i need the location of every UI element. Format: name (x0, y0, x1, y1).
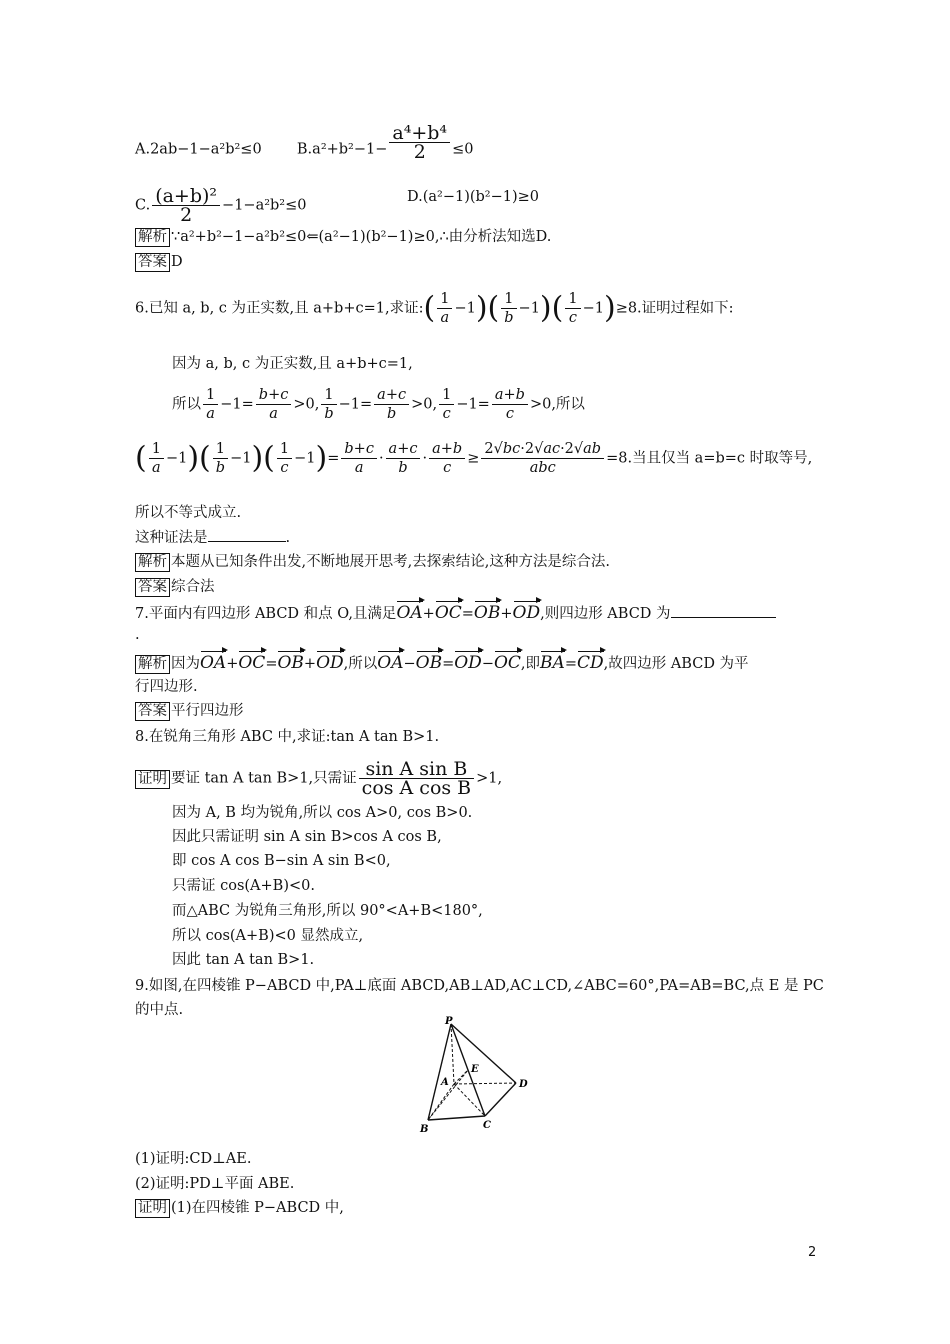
figure-label-d: D (519, 1079, 528, 1090)
option-b-prefix: B.a²+b²−1− (296, 141, 388, 158)
page-number: 2 (808, 1245, 817, 1260)
q9-sub2: (2)证明:PD⊥平面 ABE. (135, 1176, 295, 1192)
answer-text: D (171, 254, 183, 270)
figure-label-b: B (420, 1124, 429, 1135)
option-c-prefix: C. (135, 197, 151, 214)
q8-step: 而△ABC 为锐角三角形,所以 90°<A+B<180°, (172, 903, 483, 919)
figure-label-c: C (483, 1120, 491, 1131)
q8-step: 所以 cos(A+B)<0 显然成立, (172, 928, 364, 944)
answer-tag: 答案 (135, 253, 170, 272)
q9-proof: 证明 (1)在四棱锥 P−ABCD 中, (135, 1198, 815, 1218)
pyramid-figure (410, 1014, 535, 1140)
q7-stem: 7.平面内有四边形 ABCD 和点 O,且满足OA+OC=OB+OD,则四边形 ABCD 为 (135, 603, 815, 624)
q6-line4: 所以不等式成立. (135, 505, 242, 521)
q5-options-cd (135, 187, 815, 224)
q9-sub1: (1)证明:CD⊥AE. (135, 1151, 252, 1167)
q8-step: 只需证 cos(A+B)<0. (172, 878, 315, 894)
q6-answer: 答案 综合法 (135, 577, 815, 597)
q8-step: 因此 tan A tan B>1. (172, 952, 315, 968)
figure-label-e: E (471, 1064, 479, 1075)
answer-blank (208, 527, 286, 542)
analysis-text: ∵a²+b²−1−a²b²≤0⇐(a²−1)(b²−1)≥0,∴由分析法知选D. (171, 229, 552, 245)
option-c-suffix: −1−a²b²≤0 (222, 197, 307, 214)
option-b-fraction: $\frac{\text{a⁴+b⁴}}{2}$ (389, 124, 450, 161)
q8-stem: 8.在锐角三角形 ABC 中,求证:tan A tan B>1. (135, 729, 440, 745)
option-b-suffix: ≤0 (452, 141, 474, 158)
option-c-fraction: $\frac{\text{(a+b)²}}{2}$ (152, 187, 220, 224)
q5-analysis (135, 227, 815, 247)
q9-stem-line2: 的中点. (135, 1002, 184, 1018)
q9-stem-line1: 9.如图,在四棱锥 P−ABCD 中,PA⊥底面 ABCD,AB⊥AD,AC⊥CD,∠ABC=60°,PA=AB=BC,点 E 是 PC (135, 978, 824, 994)
q7-analysis-line2: 行四边形. (135, 679, 198, 695)
q7-answer: 答案 平行四边形 (135, 701, 815, 721)
q6-stem: 6.已知 a, b, c 为正实数,且 a+b+c=1,求证:( $\frac{1}{a}$ −1)( $\frac{1}{b}$ −1)( $\frac{1}{c}$ −1)≥8.证明过程如下: (135, 290, 734, 326)
q6-line5: 这种证法是 . (135, 527, 815, 548)
q5-options-ab (135, 122, 815, 163)
q6-line2: 所以 $\frac{1}{a}$ −1= $\frac{b+c}{a}$ >0, $\frac{1}{b}$ −1= $\frac{a+c}{b}$ >0, $\frac{1}{c}$ −1= $\frac{a+b}{c}$ >0,所以 (172, 387, 585, 422)
q6-stem-suffix: ≥8.证明过程如下: (615, 300, 734, 317)
answer-blank (671, 603, 776, 618)
q6-line1: 因为 a, b, c 为正实数,且 a+b+c=1, (172, 356, 413, 372)
q8-step: 因为 A, B 均为锐角,所以 cos A>0, cos B>0. (172, 805, 473, 821)
option-d: D.(a²−1)(b²−1)≥0 (407, 189, 540, 205)
figure-label-p: P (445, 1016, 453, 1027)
q7-dot: . (135, 627, 140, 643)
q5-answer (135, 252, 815, 272)
q8-step: 因此只需证明 sin A sin B>cos A cos B, (172, 829, 442, 845)
q7-analysis: 解析 因为OA+OC=OB+OD,所以OA−OB=OD−OC,即BA=CD,故四边形 ABCD 为平 (135, 653, 815, 674)
q6-analysis: 解析 本题从已知条件出发,不断地展开思考,去探索结论,这种方法是综合法. (135, 552, 815, 572)
q6-stem-prefix: 6.已知 a, b, c 为正实数,且 a+b+c=1,求证: (135, 300, 424, 317)
q8-proof-head: 证明 要证 tan A tan B>1,只需证 $\frac{\text{sin A sin B}}{\text{cos A cos B}}$ >1, (135, 760, 815, 797)
option-a: A.2ab−1−a²b²≤0 (135, 141, 262, 158)
analysis-tag: 解析 (135, 228, 170, 247)
figure-label-a: A (441, 1077, 449, 1088)
q8-step: 即 cos A cos B−sin A sin B<0, (172, 853, 391, 869)
q6-line3: ( $\frac{1}{a}$ −1)( $\frac{1}{b}$ −1)( $\frac{1}{c}$ −1)= $\frac{b+c}{a}$ · $\frac{a+c}{b}$ · $\frac{a+b}{c}$ ≥ $\frac{2√bc\cdot 2√ac\cdot 2√ab}{\text{abc}}$ =8.当且仅当 a=b=c 时取等号, (135, 440, 813, 476)
